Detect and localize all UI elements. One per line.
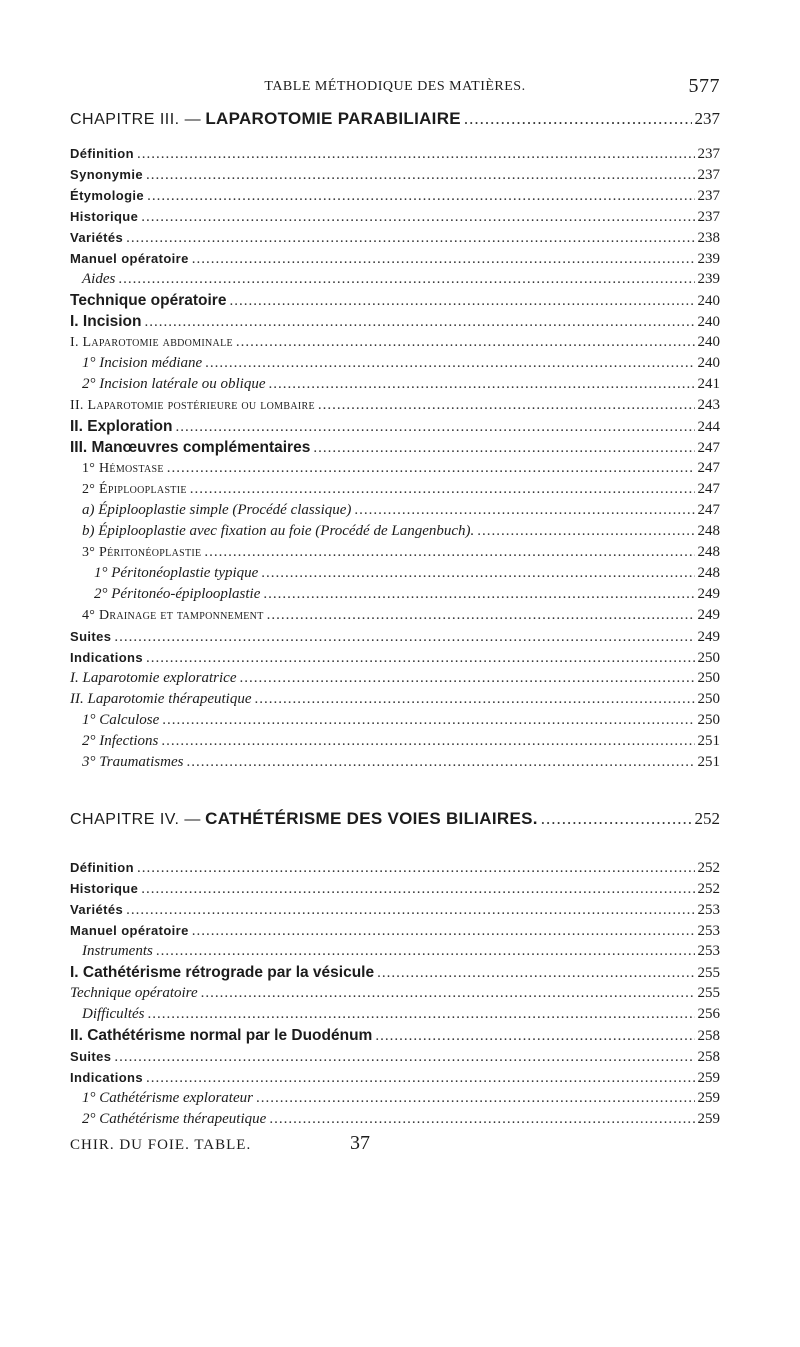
toc-entry	[70, 311, 720, 332]
entry-title: Instruments	[82, 943, 153, 959]
dot-leader	[186, 752, 694, 773]
chapter-title: LAPAROTOMIE PARABILIAIRE	[205, 109, 461, 128]
entry-page: 243	[697, 397, 720, 413]
dot-leader	[267, 605, 695, 626]
chapter-4	[70, 805, 720, 1130]
chapter-page: 237	[694, 109, 720, 128]
entry-page: 255	[697, 985, 720, 1001]
entry-page: 247	[697, 440, 720, 456]
entry-page: 247	[697, 481, 720, 497]
dot-leader	[137, 858, 695, 879]
toc-entry	[70, 584, 720, 605]
dot-leader	[354, 500, 694, 521]
dot-leader	[192, 249, 695, 270]
entry-page: 253	[697, 943, 720, 959]
dot-leader	[162, 710, 694, 731]
entry-title: 2° Incision latérale ou oblique	[82, 376, 266, 392]
entry-title: II. Laparotomie thérapeutique	[70, 691, 252, 707]
entry-page: 252	[697, 860, 720, 876]
toc-entry	[70, 1025, 720, 1046]
entry-title: Indications	[70, 1070, 144, 1085]
entry-title: 3° Traumatismes	[82, 754, 184, 770]
toc-entry	[70, 395, 720, 416]
toc-entry	[70, 374, 720, 395]
entry-page: 237	[697, 167, 720, 183]
dot-leader	[201, 983, 695, 1004]
dot-leader	[161, 731, 694, 752]
entry-page: 251	[697, 733, 720, 749]
entry-title: Difficultés	[82, 1006, 145, 1022]
entry-title: II. Cathétérisme normal par le Duodénum	[70, 1027, 373, 1044]
entry-page: 237	[697, 146, 720, 162]
entry-title: Variétés	[70, 230, 124, 245]
toc-entry	[70, 143, 720, 164]
entry-title: I. Laparotomie exploratrice	[70, 670, 237, 686]
toc-entry	[70, 437, 720, 458]
toc-entry	[70, 941, 720, 962]
dot-leader	[240, 668, 695, 689]
page-footer	[70, 1132, 370, 1154]
footer-signature: CHIR. DU FOIE. TABLE.	[70, 1137, 252, 1153]
entry-page: 248	[697, 544, 720, 560]
toc-entry	[70, 647, 720, 668]
entry-title: 1° Cathétérisme explorateur	[82, 1090, 253, 1106]
toc-entry	[70, 542, 720, 563]
dot-leader	[541, 805, 692, 833]
entry-page: 240	[697, 293, 720, 309]
dot-leader	[126, 228, 694, 249]
entry-page: 240	[697, 334, 720, 350]
toc-entry	[70, 479, 720, 500]
running-head-title: TABLE MÉTHODIQUE DES MATIÈRES.	[264, 79, 526, 94]
toc-entry	[70, 962, 720, 983]
entry-page: 249	[697, 629, 720, 645]
dot-leader	[141, 207, 694, 228]
dot-leader	[146, 1068, 694, 1089]
entry-page: 251	[697, 754, 720, 770]
entry-title: III. Manœuvres complémentaires	[70, 439, 311, 456]
dot-leader	[167, 458, 695, 479]
entry-page: 247	[697, 502, 720, 518]
dot-leader	[146, 648, 694, 669]
page-number: 577	[688, 75, 720, 97]
toc-entry	[70, 920, 720, 941]
entry-title: 1° Calculose	[82, 712, 160, 728]
footer-sheet-number: 37	[350, 1132, 370, 1154]
entry-page: 240	[697, 314, 720, 330]
toc-entry	[70, 668, 720, 689]
toc-entry	[70, 731, 720, 752]
entry-title: Historique	[70, 209, 139, 224]
entry-page: 249	[697, 607, 720, 623]
entry-title: 4° Drainage et tamponnement	[82, 608, 264, 623]
entry-title: Suites	[70, 1049, 112, 1064]
toc-entry	[70, 878, 720, 899]
entry-title: Synonymie	[70, 167, 143, 182]
entry-page: 237	[697, 188, 720, 204]
entry-page: 253	[697, 923, 720, 939]
entry-page: 258	[697, 1028, 720, 1044]
entry-title: Variétés	[70, 902, 124, 917]
entry-page: 239	[697, 271, 720, 287]
entry-page: 240	[697, 355, 720, 371]
entry-title: Manuel opératoire	[70, 251, 189, 266]
dot-leader	[205, 353, 694, 374]
dot-leader	[229, 291, 694, 312]
dot-leader	[141, 879, 694, 900]
entry-page: 255	[697, 965, 720, 981]
toc-entry	[70, 1088, 720, 1109]
toc-entry	[70, 332, 720, 353]
entry-page: 250	[697, 712, 720, 728]
chapter-3	[70, 105, 720, 773]
entry-title: Historique	[70, 881, 139, 896]
toc-entry	[70, 353, 720, 374]
dot-leader	[192, 921, 695, 942]
entry-page: 250	[697, 691, 720, 707]
dot-leader	[313, 438, 694, 459]
entry-title: Définition	[70, 146, 134, 161]
dot-leader	[190, 479, 695, 500]
entry-title: 1° Incision médiane	[82, 355, 203, 371]
toc-entry	[70, 521, 720, 542]
dot-leader	[147, 186, 694, 207]
entry-title: 1° Péritonéoplastie typique	[94, 565, 259, 581]
dot-leader	[236, 332, 695, 353]
entry-title: 2° Épiplooplastie	[82, 482, 187, 497]
dot-leader	[175, 417, 694, 438]
toc-entry	[70, 752, 720, 773]
toc-entry	[70, 710, 720, 731]
chapter-heading	[70, 105, 720, 133]
entry-page: 250	[697, 670, 720, 686]
entry-page: 244	[697, 419, 720, 435]
dot-leader	[261, 563, 694, 584]
entry-page: 248	[697, 523, 720, 539]
chapter-heading	[70, 805, 720, 833]
chapter-3-entries	[70, 143, 720, 773]
entry-title: Suites	[70, 629, 112, 644]
toc-entry	[70, 1004, 720, 1025]
dot-leader	[263, 584, 694, 605]
dot-leader	[137, 144, 695, 165]
entry-title: Indications	[70, 650, 144, 665]
entry-page: 241	[697, 376, 720, 392]
chapter-title: CATHÉTÉRISME DES VOIES BILIAIRES.	[205, 809, 538, 828]
dot-leader	[156, 941, 695, 962]
toc-entry	[70, 269, 720, 290]
toc-entry	[70, 1109, 720, 1130]
toc-entry	[70, 857, 720, 878]
running-head	[70, 75, 720, 105]
dot-leader	[268, 374, 694, 395]
entry-title: a) Épiplooplastie simple (Procédé classique)	[82, 502, 352, 518]
entry-page: 247	[697, 460, 720, 476]
entry-page: 239	[697, 251, 720, 267]
dot-leader	[375, 1026, 694, 1047]
chapter-4-entries	[70, 857, 720, 1130]
chapter-label: CHAPITRE III. —	[70, 111, 202, 128]
dot-leader	[256, 1088, 695, 1109]
dot-leader	[269, 1109, 694, 1130]
entry-title: 3° Péritonéoplastie	[82, 545, 202, 560]
entry-title: b) Épiplooplastie avec fixation au foie (Procédé de Langenbuch).	[82, 523, 475, 539]
toc-entry	[70, 248, 720, 269]
entry-title: Technique opératoire	[70, 985, 198, 1001]
entry-title: 2° Péritonéo-épiplooplastie	[94, 586, 261, 602]
dot-leader	[148, 1004, 695, 1025]
dot-leader	[255, 689, 695, 710]
toc-entry	[70, 290, 720, 311]
toc-entry	[70, 1067, 720, 1088]
toc-entry	[70, 206, 720, 227]
entry-title: Technique opératoire	[70, 292, 227, 309]
entry-title: I. Cathétérisme rétrograde par la vésicule	[70, 964, 375, 981]
toc-entry	[70, 500, 720, 521]
dot-leader	[477, 521, 694, 542]
entry-title: 2° Cathétérisme thérapeutique	[82, 1111, 267, 1127]
dot-leader	[114, 627, 694, 648]
dot-leader	[114, 1047, 694, 1068]
entry-title: I. Laparotomie abdominale	[70, 335, 233, 350]
entry-page: 248	[697, 565, 720, 581]
toc-entry	[70, 626, 720, 647]
entry-page: 249	[697, 586, 720, 602]
toc-entry	[70, 1046, 720, 1067]
toc-page	[70, 75, 720, 1154]
toc-entry	[70, 689, 720, 710]
entry-page: 259	[697, 1111, 720, 1127]
entry-page: 256	[697, 1006, 720, 1022]
entry-title: Aides	[82, 271, 116, 287]
entry-page: 259	[697, 1090, 720, 1106]
toc-entry	[70, 605, 720, 626]
dot-leader	[144, 312, 694, 333]
toc-entry	[70, 164, 720, 185]
entry-title: II. Exploration	[70, 418, 173, 435]
toc-entry	[70, 227, 720, 248]
toc-entry	[70, 185, 720, 206]
toc-entry	[70, 983, 720, 1004]
entry-title: Définition	[70, 860, 134, 875]
dot-leader	[318, 395, 695, 416]
entry-page: 259	[697, 1070, 720, 1086]
entry-page: 252	[697, 881, 720, 897]
dot-leader	[377, 963, 694, 984]
toc-entry	[70, 458, 720, 479]
entry-title: 1° Hémostase	[82, 461, 164, 476]
entry-page: 253	[697, 902, 720, 918]
entry-title: II. Laparotomie postérieure ou lombaire	[70, 398, 315, 413]
entry-page: 238	[697, 230, 720, 246]
entry-title: 2° Infections	[82, 733, 159, 749]
dot-leader	[126, 900, 694, 921]
entry-title: Manuel opératoire	[70, 923, 189, 938]
dot-leader	[204, 542, 694, 563]
chapter-label: CHAPITRE IV. —	[70, 811, 201, 828]
dot-leader	[118, 269, 694, 290]
entry-page: 237	[697, 209, 720, 225]
chapter-page: 252	[694, 809, 720, 828]
entry-title: I. Incision	[70, 313, 142, 330]
toc-entry	[70, 416, 720, 437]
dot-leader	[464, 105, 692, 133]
entry-title: Étymologie	[70, 188, 145, 203]
toc-entry	[70, 899, 720, 920]
toc-entry	[70, 563, 720, 584]
entry-page: 258	[697, 1049, 720, 1065]
dot-leader	[146, 165, 695, 186]
entry-page: 250	[697, 650, 720, 666]
